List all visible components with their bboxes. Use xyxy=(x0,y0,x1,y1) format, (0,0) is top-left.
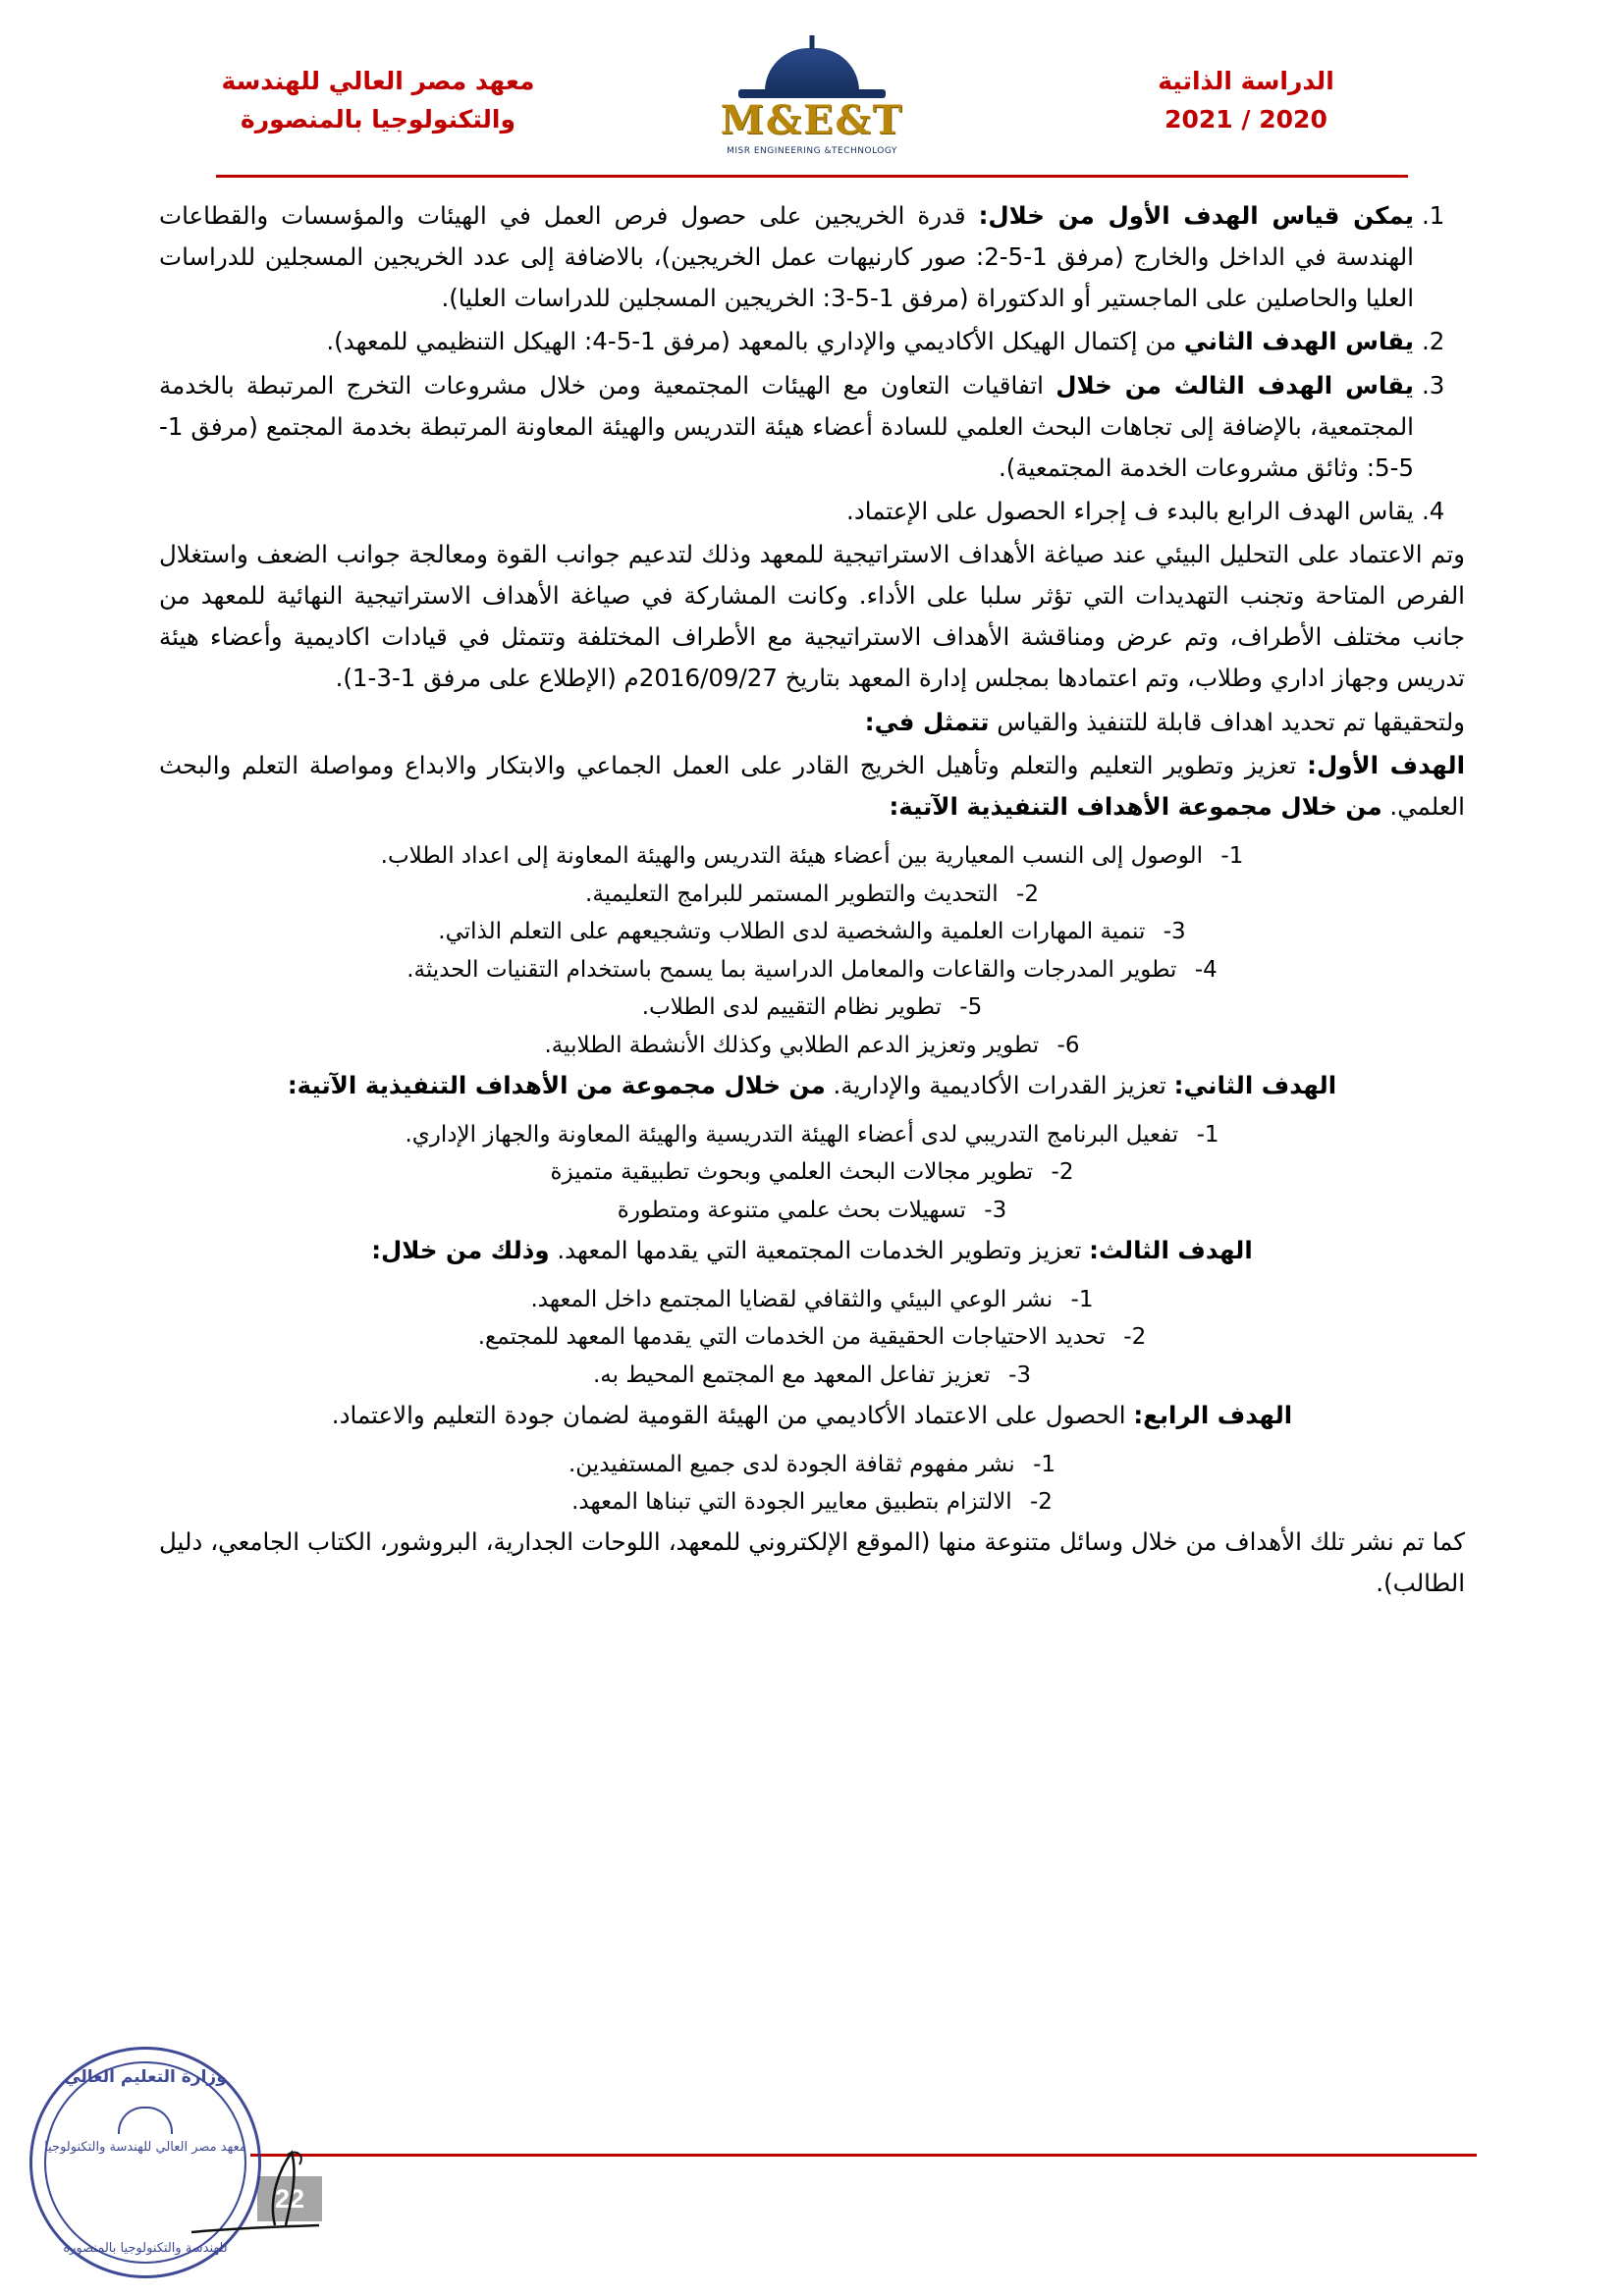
item-number: 2- xyxy=(1016,881,1039,907)
seal-bottom-text: للهندسة والتكنولوجيا بالمنصورة xyxy=(63,2241,228,2256)
page-header xyxy=(147,0,1477,167)
item-number: 3- xyxy=(1163,919,1186,945)
item-number: 2- xyxy=(1051,1159,1074,1186)
document-body xyxy=(147,178,1477,1604)
footer-divider xyxy=(250,2154,1477,2157)
objectives-intro-bold: تتمثل في: xyxy=(864,707,990,736)
item-number: 3- xyxy=(984,1198,1007,1223)
goal-2-label: الهدف الثاني: xyxy=(1173,1070,1337,1099)
measurement-list xyxy=(159,195,1465,532)
list-item xyxy=(159,1483,1465,1522)
item-number: 1- xyxy=(1220,842,1244,869)
list-item xyxy=(159,365,1465,489)
measurement-item-1: يمكن قياس الهدف الأول من خلال: قدرة الخريجين على حصول فرص العمل في الهيئات والمؤسسات والقطاعات الهندسة في الداخل والخارج (مرفق 1-5-2: صور كارنيهات عمل الخريجين)، بالاضافة إلى عدد الخريجين المسجلين للدراسات العليا والحاصلين على الماجستير أو الدكتوراة (مرفق 1-5-3: الخريجين المسجلين للدراسات العليا). xyxy=(159,201,1414,313)
logo-acronym: M&E&T xyxy=(720,97,904,143)
list-item xyxy=(159,1318,1465,1357)
goal-1-label: الهدف الأول: xyxy=(1307,750,1465,779)
seal-dome-icon xyxy=(118,2107,173,2134)
page-number: 22 xyxy=(257,2176,322,2221)
goal-4-text: الحصول على الاعتماد الأكاديمي من الهيئة القومية لضمان جودة التعليم والاعتماد. xyxy=(331,1400,1134,1429)
measurement-item-4: يقاس الهدف الرابع بالبدء ف إجراء الحصول على الإعتماد. xyxy=(846,496,1414,525)
list-item xyxy=(159,1116,1465,1154)
item-number: 5- xyxy=(959,994,983,1021)
goal-2-items xyxy=(159,1116,1465,1230)
goal-2-item-1: تفعيل البرنامج التدريبي لدى أعضاء الهيئة التدريسية والهيئة المعاونة والجهاز الإداري. xyxy=(405,1121,1179,1148)
list-item xyxy=(159,837,1465,876)
list-item xyxy=(159,1446,1465,1484)
goal-4-heading xyxy=(159,1395,1465,1436)
goal-1-item-2: التحديث والتطوير المستمر للبرامج التعليمية. xyxy=(585,881,999,907)
goal-1-item-1: الوصول إلى النسب المعيارية بين أعضاء هيئة التدريس والهيئة المعاونة إلى اعداد الطلاب. xyxy=(380,842,1204,869)
signature-mark xyxy=(182,2139,349,2257)
closing-paragraph: كما تم نشر تلك الأهداف من خلال وسائل متنوعة منها (الموقع الإلكتروني للمعهد، اللوحات الجدارية، البروشور، الكتاب الجامعي، دليل الطالب). xyxy=(159,1527,1465,1598)
goal-3-items xyxy=(159,1281,1465,1395)
goal-4-item-1: نشر مفهوم ثقافة الجودة لدى جميع المستفيدين. xyxy=(568,1451,1015,1477)
goal-1-heading xyxy=(159,745,1465,828)
list-item xyxy=(159,1192,1465,1230)
goal-3-item-1: نشر الوعي البيئي والثقافي لقضايا المجتمع داخل المعهد. xyxy=(530,1286,1054,1312)
goal-4-item-2: الالتزام بتطبيق معايير الجودة التي تبناها المعهد. xyxy=(571,1489,1012,1516)
list-item xyxy=(159,491,1465,532)
item-number: 2- xyxy=(1123,1324,1147,1351)
logo-subtitle: MISR ENGINEERING &TECHNOLOGY xyxy=(727,146,897,156)
item-number: 1- xyxy=(1033,1451,1056,1477)
item-number: 4- xyxy=(1194,956,1218,983)
list-item xyxy=(159,1027,1465,1065)
goal-1-items xyxy=(159,837,1465,1065)
item-number: 2- xyxy=(1029,1489,1053,1516)
institute-name-line1: معهد مصر العالي للهندسة xyxy=(221,67,535,96)
list-item xyxy=(159,1153,1465,1192)
goal-4-label: الهدف الرابع: xyxy=(1133,1400,1293,1429)
item-number: 6- xyxy=(1056,1033,1080,1058)
list-item xyxy=(159,951,1465,989)
goal-3-heading xyxy=(159,1230,1465,1271)
goal-1-item-5: تطوير نظام التقييم لدى الطلاب. xyxy=(641,994,942,1021)
objectives-intro-text: ولتحقيقها تم تحديد اهداف قابلة للتنفيذ والقياس xyxy=(989,707,1465,736)
institute-logo xyxy=(684,48,940,154)
list-item xyxy=(159,876,1465,914)
page-footer xyxy=(0,2051,1624,2296)
goal-1-item-3: تنمية المهارات العلمية والشخصية لدى الطلاب وتشجيعهم على التعلم الذاتي. xyxy=(438,919,1146,945)
goal-2-item-2: تطوير مجالات البحث العلمي وبحوث تطبيقية متميزة xyxy=(550,1159,1034,1186)
goal-1-item-4: تطوير المدرجات والقاعات والمعامل الدراسية بما يسمح باستخدام التقنيات الحديثة. xyxy=(406,956,1177,983)
header-academic-year: 2020 / 2021 xyxy=(1164,105,1327,133)
seal-top-text: وزارة التعليم العالي xyxy=(64,2067,227,2087)
measurement-item-3: يقاس الهدف الثالث من خلال اتفاقيات التعاون مع الهيئات المجتمعية ومن خلال مشروعات التخرج المرتبطة بالخدمة المجتمعية، بالإضافة إلى تجاهات البحث العلمي للسادة أعضاء هيئة التدريس والهيئة المعاونة المرتبطة بخدمة المجتمع (مرفق 1-5-5: وثائق مشروعات الخدمة المجتمعية). xyxy=(159,370,1414,482)
list-item xyxy=(159,1281,1465,1319)
goal-3-tail: وذلك من خلال: xyxy=(371,1235,550,1264)
logo-graphic xyxy=(707,48,918,154)
goal-3-item-3: تعزيز تفاعل المعهد مع المجتمع المحيط به. xyxy=(592,1362,991,1388)
seal-middle-text: معهد مصر العالي للهندسة والتكنولوجيا xyxy=(44,2140,246,2155)
item-number: 3- xyxy=(1008,1362,1032,1388)
goal-3-label: الهدف الثالث: xyxy=(1089,1235,1253,1264)
dome-icon xyxy=(765,48,859,91)
item-number: 1- xyxy=(1196,1121,1219,1148)
goal-3-text: تعزيز وتطوير الخدمات المجتمعية التي يقدمها المعهد. xyxy=(549,1235,1090,1264)
measurement-item-2: يقاس الهدف الثاني من إكتمال الهيكل الأكاديمي والإداري بالمعهد (مرفق 1-5-4: الهيكل التنظيمي للمعهد). xyxy=(326,327,1414,356)
goal-2-text: تعزيز القدرات الأكاديمية والإدارية. xyxy=(825,1070,1174,1099)
goal-1-text: تعزيز وتطوير التعليم والتعلم وتأهيل الخريج القادر على العمل الجماعي والابتكار والابداع ومواصلة التعلم والبحث العلمي. xyxy=(159,750,1465,821)
header-study-label: الدراسة الذاتية xyxy=(1158,67,1334,96)
header-institute-name xyxy=(216,63,540,139)
goal-2-item-3: تسهيلات بحث علمي متنوعة ومتطورة xyxy=(617,1198,966,1223)
institute-name-line2: والتكنولوجيا بالمنصورة xyxy=(240,105,516,133)
goal-2-heading xyxy=(159,1065,1465,1106)
goal-1-item-6: تطوير وتعزيز الدعم الطلابي وكذلك الأنشطة الطلابية. xyxy=(544,1033,1040,1058)
goal-3-item-2: تحديد الاحتياجات الحقيقية من الخدمات التي يقدمها المعهد للمجتمع. xyxy=(477,1324,1106,1351)
list-item xyxy=(159,195,1465,319)
list-item xyxy=(159,1357,1465,1395)
list-item xyxy=(159,988,1465,1027)
item-number: 1- xyxy=(1070,1286,1094,1312)
list-item xyxy=(159,913,1465,951)
objectives-intro xyxy=(159,702,1465,743)
goal-4-items xyxy=(159,1446,1465,1522)
goal-2-tail: من خلال مجموعة من الأهداف التنفيذية الآتية: xyxy=(287,1070,826,1099)
goal-1-tail: من خلال مجموعة الأهداف التنفيذية الآتية: xyxy=(889,791,1382,821)
list-item xyxy=(159,321,1465,362)
header-right-title xyxy=(1084,63,1408,139)
analysis-paragraph: وتم الاعتماد على التحليل البيئي عند صياغة الأهداف الاستراتيجية للمعهد وذلك لتدعيم جوانب القوة ومعالجة جوانب الضعف واستغلال الفرص المتاحة وتجنب التهديدات التي تؤثر سلبا على الأداء. وكانت المشاركة في صياغة الأهداف الاستراتيجية النهائية للمعهد من جانب مختلف الأطراف، وتم عرض ومناقشة الأهداف الاستراتيجية مع الأطراف المختلفة وتتمثل في قيادات اكاديمية وأعضاء هيئة تدريس وجهاز اداري وطلاب، وتم اعتمادها بمجلس إدارة المعهد بتاريخ 2016/09/27م (الإطلاع على مرفق 1-3-1). xyxy=(159,540,1465,693)
